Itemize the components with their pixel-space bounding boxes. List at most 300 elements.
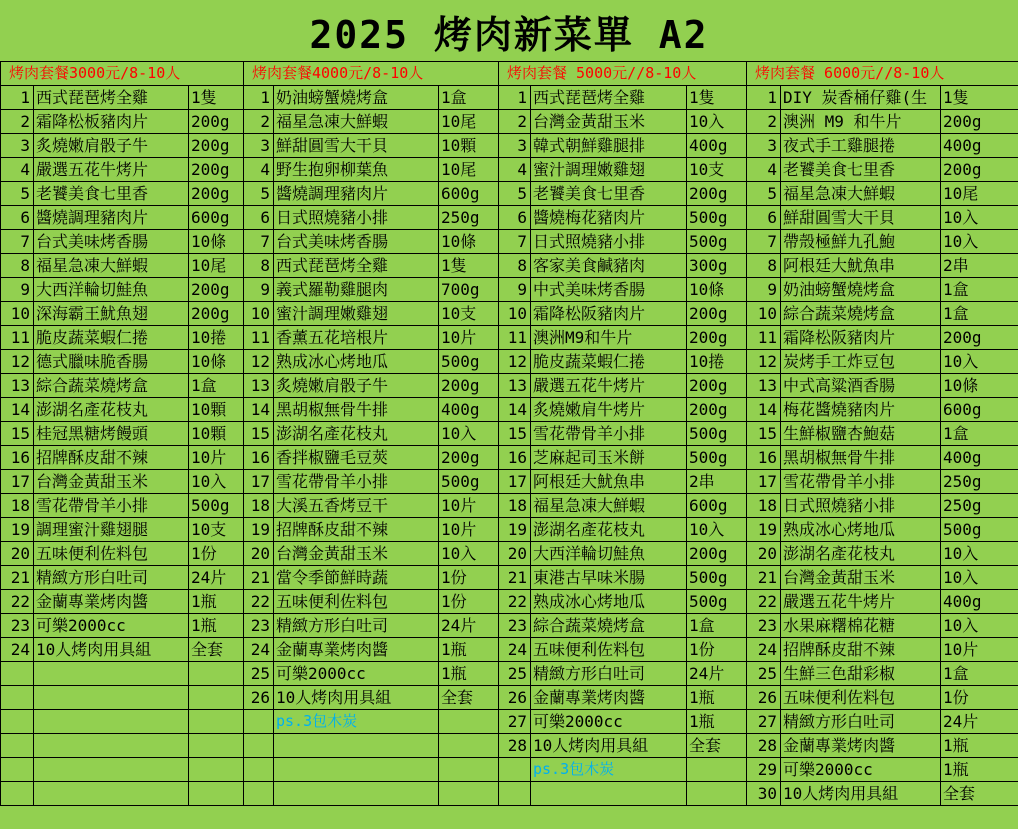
empty-cell bbox=[1, 782, 34, 806]
item-quantity: 10條 bbox=[439, 230, 499, 254]
item-number: 11 bbox=[747, 326, 781, 350]
item-quantity: 10條 bbox=[941, 374, 1018, 398]
item-number: 21 bbox=[1, 566, 34, 590]
table-row bbox=[1, 782, 1018, 806]
item-name: 炭烤手工炸豆包 bbox=[781, 350, 941, 374]
item-quantity: 全套 bbox=[941, 782, 1018, 806]
empty-cell bbox=[189, 734, 244, 758]
item-quantity: 1盒 bbox=[687, 614, 747, 638]
item-name: 10人烤肉用具組 bbox=[531, 734, 687, 758]
table-row bbox=[1, 254, 1018, 278]
item-name: 大西洋輪切鮭魚 bbox=[34, 278, 189, 302]
item-number: 14 bbox=[1, 398, 34, 422]
empty-cell bbox=[687, 758, 747, 782]
item-name: 台灣金黃甜玉米 bbox=[274, 542, 439, 566]
item-quantity: 10入 bbox=[687, 110, 747, 134]
item-quantity: 1隻 bbox=[189, 86, 244, 110]
item-name: 東港古早味米腸 bbox=[531, 566, 687, 590]
item-number: 16 bbox=[1, 446, 34, 470]
table-row bbox=[1, 230, 1018, 254]
item-quantity: 500g bbox=[687, 446, 747, 470]
item-name: 金蘭專業烤肉醬 bbox=[34, 590, 189, 614]
empty-cell bbox=[499, 758, 531, 782]
item-number: 16 bbox=[499, 446, 531, 470]
item-number: 5 bbox=[499, 182, 531, 206]
item-quantity: 全套 bbox=[439, 686, 499, 710]
item-name: 金蘭專業烤肉醬 bbox=[531, 686, 687, 710]
item-number: 17 bbox=[747, 470, 781, 494]
item-name: 日式照燒豬小排 bbox=[274, 206, 439, 230]
empty-cell bbox=[1, 734, 34, 758]
item-number: 21 bbox=[244, 566, 274, 590]
item-name: 阿根廷大魷魚串 bbox=[781, 254, 941, 278]
table-row bbox=[1, 326, 1018, 350]
item-quantity: 1盒 bbox=[941, 278, 1018, 302]
item-number: 13 bbox=[1, 374, 34, 398]
empty-cell bbox=[189, 710, 244, 734]
item-name: 台式美味烤香腸 bbox=[274, 230, 439, 254]
empty-cell bbox=[1, 686, 34, 710]
item-number: 12 bbox=[499, 350, 531, 374]
item-name: 招牌酥皮甜不辣 bbox=[274, 518, 439, 542]
item-name: 精緻方形白吐司 bbox=[531, 662, 687, 686]
table-row bbox=[1, 422, 1018, 446]
item-name: 澳洲 M9 和牛片 bbox=[781, 110, 941, 134]
item-name: 蜜汁調理嫩雞翅 bbox=[274, 302, 439, 326]
item-number: 2 bbox=[244, 110, 274, 134]
item-quantity: 10尾 bbox=[189, 254, 244, 278]
item-name: 霜降松阪豬肉片 bbox=[781, 326, 941, 350]
empty-cell bbox=[1, 758, 34, 782]
table-row bbox=[1, 566, 1018, 590]
set-header-row bbox=[1, 62, 1018, 86]
item-name: 西式琵琶烤全雞 bbox=[274, 254, 439, 278]
item-name: 雪花帶骨羊小排 bbox=[274, 470, 439, 494]
item-name: 招牌酥皮甜不辣 bbox=[781, 638, 941, 662]
table-row bbox=[1, 494, 1018, 518]
item-quantity: 200g bbox=[687, 398, 747, 422]
item-number: 20 bbox=[499, 542, 531, 566]
item-number: 1 bbox=[1, 86, 34, 110]
item-quantity: 500g bbox=[687, 422, 747, 446]
item-quantity: 1瓶 bbox=[687, 710, 747, 734]
item-name: 可樂2000cc bbox=[34, 614, 189, 638]
item-name: 蜜汁調理嫩雞翅 bbox=[531, 158, 687, 182]
empty-cell bbox=[439, 782, 499, 806]
item-quantity: 10入 bbox=[941, 230, 1018, 254]
item-quantity: 10條 bbox=[687, 278, 747, 302]
item-quantity: 1瓶 bbox=[189, 590, 244, 614]
item-number: 12 bbox=[244, 350, 274, 374]
table-row bbox=[1, 542, 1018, 566]
item-quantity: 10尾 bbox=[941, 182, 1018, 206]
item-name: 水果麻糬棉花糖 bbox=[781, 614, 941, 638]
item-quantity: 1盒 bbox=[941, 662, 1018, 686]
item-quantity: 200g bbox=[189, 158, 244, 182]
item-name: 熟成冰心烤地瓜 bbox=[531, 590, 687, 614]
empty-cell bbox=[34, 710, 189, 734]
item-number: 6 bbox=[747, 206, 781, 230]
item-name: 鮮甜圓雪大干貝 bbox=[781, 206, 941, 230]
item-name: 精緻方形白吐司 bbox=[274, 614, 439, 638]
item-number: 14 bbox=[747, 398, 781, 422]
item-name: 招牌酥皮甜不辣 bbox=[34, 446, 189, 470]
item-quantity: 400g bbox=[941, 590, 1018, 614]
item-number: 18 bbox=[1, 494, 34, 518]
empty-cell bbox=[189, 686, 244, 710]
item-number: 26 bbox=[499, 686, 531, 710]
item-number: 7 bbox=[499, 230, 531, 254]
item-name: 雪花帶骨羊小排 bbox=[531, 422, 687, 446]
item-name: 可樂2000cc bbox=[781, 758, 941, 782]
item-name: 大西洋輪切鮭魚 bbox=[531, 542, 687, 566]
item-number: 19 bbox=[1, 518, 34, 542]
item-name: 老饕美食七里香 bbox=[34, 182, 189, 206]
item-quantity: 10入 bbox=[941, 542, 1018, 566]
item-name: 梅花醬燒豬肉片 bbox=[781, 398, 941, 422]
empty-cell bbox=[274, 782, 439, 806]
item-number: 1 bbox=[244, 86, 274, 110]
item-number: 15 bbox=[1, 422, 34, 446]
item-name: 炙燒嫩肩骰子牛 bbox=[274, 374, 439, 398]
item-number: 4 bbox=[747, 158, 781, 182]
table-row bbox=[1, 638, 1018, 662]
item-quantity: 24片 bbox=[941, 710, 1018, 734]
item-number: 20 bbox=[1, 542, 34, 566]
item-number: 9 bbox=[747, 278, 781, 302]
item-quantity: 24片 bbox=[439, 614, 499, 638]
empty-cell bbox=[1, 662, 34, 686]
item-name: 帶殼極鮮九孔鮑 bbox=[781, 230, 941, 254]
item-number: 24 bbox=[244, 638, 274, 662]
empty-cell bbox=[34, 662, 189, 686]
table-row bbox=[1, 374, 1018, 398]
item-quantity: 200g bbox=[941, 158, 1018, 182]
item-quantity: 全套 bbox=[687, 734, 747, 758]
item-number: 22 bbox=[499, 590, 531, 614]
item-number: 11 bbox=[1, 326, 34, 350]
item-quantity: 10入 bbox=[941, 614, 1018, 638]
item-quantity: 10入 bbox=[189, 470, 244, 494]
empty-cell bbox=[189, 758, 244, 782]
item-name: 五味便利佐料包 bbox=[274, 590, 439, 614]
item-quantity: 全套 bbox=[189, 638, 244, 662]
item-quantity: 1隻 bbox=[941, 86, 1018, 110]
item-name: 台灣金黃甜玉米 bbox=[531, 110, 687, 134]
item-number: 13 bbox=[747, 374, 781, 398]
item-quantity: 10支 bbox=[189, 518, 244, 542]
item-name: 福星急凍大鮮蝦 bbox=[531, 494, 687, 518]
item-name: 西式琵琶烤全雞 bbox=[531, 86, 687, 110]
item-number: 30 bbox=[747, 782, 781, 806]
item-quantity: 600g bbox=[687, 494, 747, 518]
item-name: 生鮮三色甜彩椒 bbox=[781, 662, 941, 686]
table-row bbox=[1, 206, 1018, 230]
item-number: 12 bbox=[1, 350, 34, 374]
item-quantity: 10捲 bbox=[189, 326, 244, 350]
item-number: 2 bbox=[499, 110, 531, 134]
item-number: 15 bbox=[747, 422, 781, 446]
item-number: 3 bbox=[244, 134, 274, 158]
item-number: 3 bbox=[747, 134, 781, 158]
item-name: 炙燒嫩肩牛烤片 bbox=[531, 398, 687, 422]
item-name: 熟成冰心烤地瓜 bbox=[274, 350, 439, 374]
empty-cell bbox=[244, 734, 274, 758]
table-row bbox=[1, 398, 1018, 422]
item-quantity: 24片 bbox=[189, 566, 244, 590]
item-quantity: 10片 bbox=[439, 518, 499, 542]
item-number: 20 bbox=[244, 542, 274, 566]
item-name: 澎湖名產花枝丸 bbox=[274, 422, 439, 446]
table-row bbox=[1, 278, 1018, 302]
item-name: 福星急凍大鮮蝦 bbox=[274, 110, 439, 134]
item-quantity: 10尾 bbox=[439, 158, 499, 182]
item-number: 7 bbox=[747, 230, 781, 254]
item-quantity: 400g bbox=[941, 134, 1018, 158]
item-quantity: 200g bbox=[941, 326, 1018, 350]
item-name: 五味便利佐料包 bbox=[34, 542, 189, 566]
item-name: 奶油螃蟹燒烤盒 bbox=[781, 278, 941, 302]
item-quantity: 1瓶 bbox=[189, 614, 244, 638]
table-row bbox=[1, 134, 1018, 158]
empty-cell bbox=[439, 758, 499, 782]
item-name: 韓式朝鮮雞腿排 bbox=[531, 134, 687, 158]
item-quantity: 500g bbox=[687, 566, 747, 590]
item-number: 17 bbox=[244, 470, 274, 494]
item-number: 9 bbox=[1, 278, 34, 302]
item-quantity: 10入 bbox=[439, 542, 499, 566]
item-name: 10人烤肉用具組 bbox=[274, 686, 439, 710]
empty-cell bbox=[34, 758, 189, 782]
item-quantity: 500g bbox=[687, 206, 747, 230]
item-name: 桂冠黑糖烤饅頭 bbox=[34, 422, 189, 446]
item-name: 調理蜜汁雞翅腿 bbox=[34, 518, 189, 542]
item-quantity: 600g bbox=[439, 182, 499, 206]
item-number: 13 bbox=[499, 374, 531, 398]
item-number: 28 bbox=[499, 734, 531, 758]
table-row bbox=[1, 302, 1018, 326]
item-number: 4 bbox=[1, 158, 34, 182]
item-quantity: 10顆 bbox=[189, 422, 244, 446]
item-name: 澎湖名產花枝丸 bbox=[34, 398, 189, 422]
item-name: 醬燒梅花豬肉片 bbox=[531, 206, 687, 230]
item-quantity: 700g bbox=[439, 278, 499, 302]
item-number: 21 bbox=[499, 566, 531, 590]
item-name: 香拌椒鹽毛豆莢 bbox=[274, 446, 439, 470]
item-name: 台灣金黃甜玉米 bbox=[34, 470, 189, 494]
empty-cell bbox=[34, 686, 189, 710]
item-quantity: 500g bbox=[687, 230, 747, 254]
item-name: 野生抱卵柳葉魚 bbox=[274, 158, 439, 182]
empty-cell bbox=[274, 758, 439, 782]
item-name: 霜降松板豬肉片 bbox=[34, 110, 189, 134]
item-quantity: 10條 bbox=[189, 230, 244, 254]
item-quantity: 10支 bbox=[687, 158, 747, 182]
item-name: 嚴選五花牛烤片 bbox=[34, 158, 189, 182]
item-quantity: 1盒 bbox=[439, 86, 499, 110]
item-name: DIY 炭香桶仔雞(生 bbox=[781, 86, 941, 110]
item-name: 鮮甜圓雪大干貝 bbox=[274, 134, 439, 158]
item-number: 29 bbox=[747, 758, 781, 782]
table-row bbox=[1, 518, 1018, 542]
empty-cell bbox=[274, 734, 439, 758]
item-number: 8 bbox=[499, 254, 531, 278]
item-name: 西式琵琶烤全雞 bbox=[34, 86, 189, 110]
item-name: 老饕美食七里香 bbox=[531, 182, 687, 206]
item-number: 5 bbox=[747, 182, 781, 206]
item-number: 14 bbox=[244, 398, 274, 422]
item-quantity: 10顆 bbox=[439, 134, 499, 158]
table-row bbox=[1, 686, 1018, 710]
item-name: 黑胡椒無骨牛排 bbox=[781, 446, 941, 470]
table-row bbox=[1, 110, 1018, 134]
item-quantity: 1瓶 bbox=[941, 758, 1018, 782]
item-name: 中式高粱酒香腸 bbox=[781, 374, 941, 398]
item-name: 綜合蔬菜燒烤盒 bbox=[34, 374, 189, 398]
item-name: 中式美味烤香腸 bbox=[531, 278, 687, 302]
item-name: 雪花帶骨羊小排 bbox=[781, 470, 941, 494]
charcoal-note: ps.3包木炭 bbox=[531, 758, 687, 782]
item-quantity: 1份 bbox=[439, 590, 499, 614]
item-number: 22 bbox=[1, 590, 34, 614]
item-name: 可樂2000cc bbox=[531, 710, 687, 734]
item-quantity: 1盒 bbox=[189, 374, 244, 398]
item-quantity: 200g bbox=[189, 278, 244, 302]
item-number: 23 bbox=[244, 614, 274, 638]
item-number: 3 bbox=[499, 134, 531, 158]
item-number: 13 bbox=[244, 374, 274, 398]
item-quantity: 10入 bbox=[941, 350, 1018, 374]
item-number: 24 bbox=[1, 638, 34, 662]
item-quantity: 250g bbox=[941, 470, 1018, 494]
item-number: 5 bbox=[1, 182, 34, 206]
item-quantity: 200g bbox=[941, 110, 1018, 134]
item-quantity: 10片 bbox=[941, 638, 1018, 662]
item-name: 澳洲M9和牛片 bbox=[531, 326, 687, 350]
table-row bbox=[1, 734, 1018, 758]
item-name: 金蘭專業烤肉醬 bbox=[781, 734, 941, 758]
table-row bbox=[1, 758, 1018, 782]
item-number: 6 bbox=[499, 206, 531, 230]
item-number: 23 bbox=[1, 614, 34, 638]
item-quantity: 2串 bbox=[687, 470, 747, 494]
item-quantity: 10片 bbox=[439, 494, 499, 518]
item-quantity: 2串 bbox=[941, 254, 1018, 278]
item-number: 23 bbox=[499, 614, 531, 638]
item-name: 日式照燒豬小排 bbox=[531, 230, 687, 254]
table-row bbox=[1, 446, 1018, 470]
item-name: 台式美味烤香腸 bbox=[34, 230, 189, 254]
item-name: 五味便利佐料包 bbox=[531, 638, 687, 662]
item-name: 生鮮椒鹽杏鮑菇 bbox=[781, 422, 941, 446]
item-name: 澎湖名產花枝丸 bbox=[781, 542, 941, 566]
item-quantity: 1份 bbox=[189, 542, 244, 566]
item-name: 嚴選五花牛烤片 bbox=[531, 374, 687, 398]
item-quantity: 10條 bbox=[189, 350, 244, 374]
item-name: 霜降松阪豬肉片 bbox=[531, 302, 687, 326]
item-name: 精緻方形白吐司 bbox=[34, 566, 189, 590]
empty-cell bbox=[244, 758, 274, 782]
set-header-3: 烤肉套餐 5000元//8-10人 bbox=[499, 62, 747, 86]
item-name: 10人烤肉用具組 bbox=[34, 638, 189, 662]
item-number: 4 bbox=[244, 158, 274, 182]
item-number: 22 bbox=[747, 590, 781, 614]
empty-cell bbox=[1, 710, 34, 734]
item-number: 11 bbox=[244, 326, 274, 350]
item-name: 可樂2000cc bbox=[274, 662, 439, 686]
item-number: 10 bbox=[244, 302, 274, 326]
table-row bbox=[1, 590, 1018, 614]
item-quantity: 24片 bbox=[687, 662, 747, 686]
empty-cell bbox=[499, 782, 531, 806]
item-name: 香薰五花培根片 bbox=[274, 326, 439, 350]
table-row bbox=[1, 182, 1018, 206]
item-name: 金蘭專業烤肉醬 bbox=[274, 638, 439, 662]
item-number: 9 bbox=[499, 278, 531, 302]
item-quantity: 400g bbox=[439, 398, 499, 422]
item-name: 五味便利佐料包 bbox=[781, 686, 941, 710]
item-number: 16 bbox=[747, 446, 781, 470]
item-name: 大溪五香烤豆干 bbox=[274, 494, 439, 518]
item-quantity: 10尾 bbox=[439, 110, 499, 134]
item-name: 台灣金黃甜玉米 bbox=[781, 566, 941, 590]
item-name: 福星急凍大鮮蝦 bbox=[34, 254, 189, 278]
item-number: 27 bbox=[499, 710, 531, 734]
item-number: 1 bbox=[747, 86, 781, 110]
menu-grid bbox=[0, 61, 1018, 806]
item-number: 8 bbox=[747, 254, 781, 278]
item-quantity: 1份 bbox=[439, 566, 499, 590]
item-number: 5 bbox=[244, 182, 274, 206]
item-quantity: 10入 bbox=[687, 518, 747, 542]
item-name: 熟成冰心烤地瓜 bbox=[781, 518, 941, 542]
item-number: 18 bbox=[499, 494, 531, 518]
item-quantity: 500g bbox=[941, 518, 1018, 542]
empty-cell bbox=[189, 782, 244, 806]
item-number: 15 bbox=[499, 422, 531, 446]
item-number: 1 bbox=[499, 86, 531, 110]
item-name: 澎湖名產花枝丸 bbox=[531, 518, 687, 542]
item-name: 奶油螃蟹燒烤盒 bbox=[274, 86, 439, 110]
item-quantity: 250g bbox=[941, 494, 1018, 518]
item-name: 德式臘味脆香腸 bbox=[34, 350, 189, 374]
item-number: 25 bbox=[499, 662, 531, 686]
item-name: 芝麻起司玉米餅 bbox=[531, 446, 687, 470]
item-number: 12 bbox=[747, 350, 781, 374]
item-name: 醬燒調理豬肉片 bbox=[34, 206, 189, 230]
item-number: 11 bbox=[499, 326, 531, 350]
item-quantity: 500g bbox=[687, 590, 747, 614]
item-quantity: 200g bbox=[189, 134, 244, 158]
table-row bbox=[1, 86, 1018, 110]
item-name: 當令季節鮮時蔬 bbox=[274, 566, 439, 590]
item-name: 嚴選五花牛烤片 bbox=[781, 590, 941, 614]
item-quantity: 600g bbox=[189, 206, 244, 230]
item-name: 深海霸王魷魚翅 bbox=[34, 302, 189, 326]
item-quantity: 400g bbox=[941, 446, 1018, 470]
page-title: 2025 烤肉新菜單 A2 bbox=[309, 13, 709, 57]
item-number: 7 bbox=[1, 230, 34, 254]
item-name: 綜合蔬菜燒烤盒 bbox=[781, 302, 941, 326]
item-number: 28 bbox=[747, 734, 781, 758]
item-number: 16 bbox=[244, 446, 274, 470]
item-number: 25 bbox=[244, 662, 274, 686]
item-number: 22 bbox=[244, 590, 274, 614]
item-number: 27 bbox=[747, 710, 781, 734]
item-number: 26 bbox=[244, 686, 274, 710]
item-quantity: 200g bbox=[189, 182, 244, 206]
set-header-2: 烤肉套餐4000元/8-10人 bbox=[244, 62, 499, 86]
